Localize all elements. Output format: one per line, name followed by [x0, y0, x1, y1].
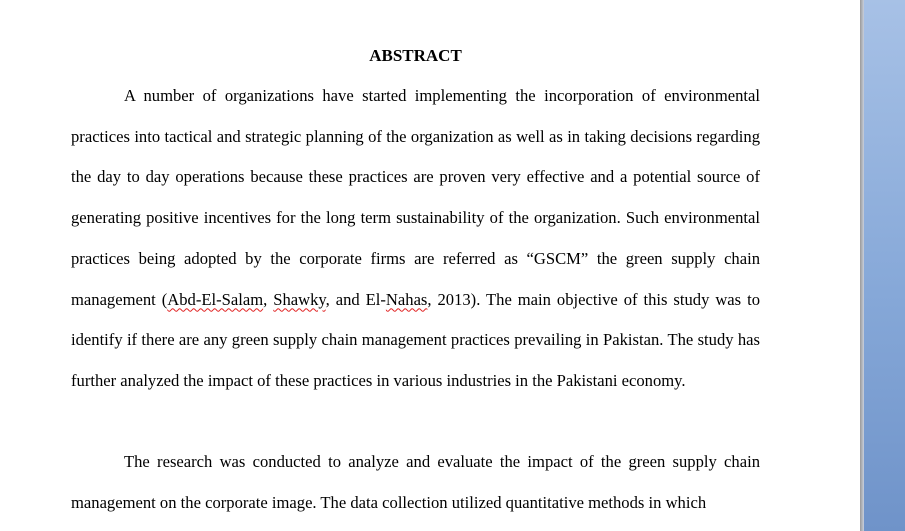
paragraph-1-text-a: A number of organizations have started implementing the incorporation of environmental practices into tactical and strategic planning of the organization as well as in taking decisions regarding the day to day operations because these practices are proven very effective and a potential source of generating positive incentives for the long term sustainability of the organization. Such environmental practices being adopted by the corporate firms are referred as “GSCM” the green supply chain management ( — [71, 86, 760, 309]
abstract-heading: ABSTRACT — [369, 46, 462, 65]
spellcheck-word-abd-el-salam[interactable]: Abd-El-Salam — [167, 289, 264, 309]
citation-separator-1: , — [263, 289, 274, 309]
spellcheck-word-nahas[interactable]: Nahas — [385, 289, 428, 309]
abstract-paragraph-2: The research was conducted to analyze and evaluate the impact of the green supply chain management on the corporate image. The data collection utilized quantitative methods in which — [71, 452, 760, 512]
paragraph-1-text-b: , 2013). The main objective of this study was to identify if there are any green supply chain management practices prevailing in Pakistan. The study has further analyzed the impact of these practices in various industries in the Pakistani economy. — [71, 289, 760, 390]
spellcheck-word-shawky[interactable]: Shawky — [273, 289, 326, 309]
citation-separator-2: , and El- — [325, 289, 386, 309]
application-background — [864, 0, 905, 531]
abstract-paragraph-1 — [71, 76, 760, 402]
